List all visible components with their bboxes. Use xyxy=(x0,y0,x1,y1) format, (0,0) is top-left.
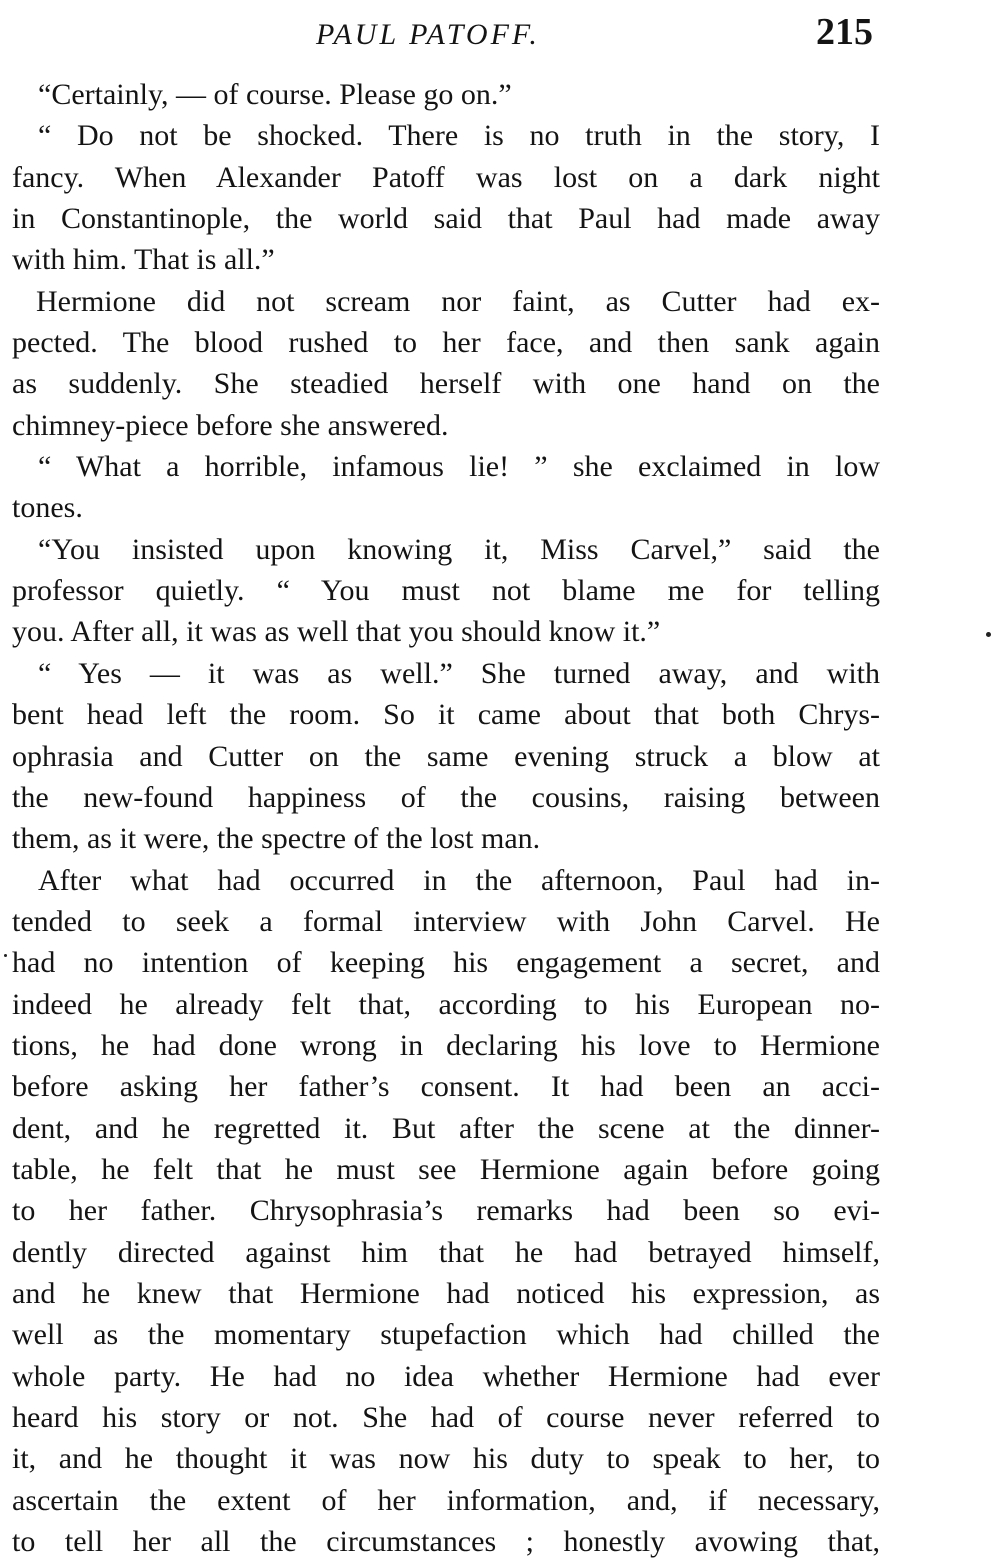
ink-speck xyxy=(986,632,991,637)
body-text xyxy=(12,74,880,1562)
text-line: indeed he already felt that, according to his European no- xyxy=(12,987,880,1021)
text-line: before asking her father’s consent. It had been an acci- xyxy=(12,1070,880,1104)
running-title: PAUL PATOFF. xyxy=(316,18,540,51)
text-line: tended to seek a formal interview with John Carvel. He xyxy=(12,904,880,938)
text-line: bent head left the room. So it came about that both Chrys- xyxy=(12,698,880,732)
text-line: Hermione did not scream nor faint, as Cutter had ex- xyxy=(36,284,880,318)
text-line: as suddenly. She steadied herself with one hand on the xyxy=(12,367,880,401)
text-line: “Certainly, — of course. Please go on.” xyxy=(38,78,512,111)
text-line: chimney-piece before she answered. xyxy=(12,408,449,442)
text-line: fancy. When Alexander Patoff was lost on a dark night xyxy=(12,160,880,194)
text-line: to her father. Chrysophrasia’s remarks had been so evi- xyxy=(12,1194,880,1228)
text-line: the new-found happiness of the cousins, raising between xyxy=(12,780,880,814)
page-number: 215 xyxy=(816,11,873,53)
ink-speck xyxy=(4,954,7,957)
text-line: table, he felt that he must see Hermione again before going xyxy=(12,1152,880,1186)
text-line: well as the momentary stupefaction which had chilled the xyxy=(12,1318,880,1352)
text-line: them, as it were, the spectre of the lost man. xyxy=(12,822,541,856)
text-line: had no intention of keeping his engagement a secret, and xyxy=(12,946,880,980)
text-line: and he knew that Hermione had noticed his expression, as xyxy=(12,1276,880,1310)
text-line: you. After all, it was as well that you should know it.” xyxy=(12,615,661,649)
text-line: in Constantinople, the world said that Paul had made away xyxy=(12,202,880,236)
text-line: tones. xyxy=(12,491,83,525)
text-line: “You insisted upon knowing it, Miss Carvel,” said the xyxy=(38,532,880,566)
text-line: “ What a horrible, infamous lie! ” she exclaimed in low xyxy=(38,450,880,484)
text-line: to tell her all the circumstances ; honestly avowing that, xyxy=(12,1525,880,1559)
running-header xyxy=(0,8,1000,52)
text-line: dent, and he regretted it. But after the scene at the dinner- xyxy=(12,1111,880,1145)
text-line: “ Do not be shocked. There is no truth in the story, I xyxy=(38,119,880,153)
text-line: it, and he thought it was now his duty to speak to her, to xyxy=(12,1442,880,1476)
text-line: professor quietly. “ You must not blame me for telling xyxy=(12,574,880,608)
text-line: pected. The blood rushed to her face, and then sank again xyxy=(12,326,880,360)
text-line: After what had occurred in the afternoon, Paul had in- xyxy=(38,863,880,897)
text-line: “ Yes — it was as well.” She turned away, and with xyxy=(38,656,880,690)
text-line: dently directed against him that he had betrayed himself, xyxy=(12,1235,880,1269)
text-line: tions, he had done wrong in declaring his love to Hermione xyxy=(12,1028,880,1062)
text-line: ophrasia and Cutter on the same evening struck a blow at xyxy=(12,739,880,773)
text-line: whole party. He had no idea whether Hermione had ever xyxy=(12,1359,880,1393)
text-line: with him. That is all.” xyxy=(12,243,275,277)
text-line: heard his story or not. She had of course never referred to xyxy=(12,1401,880,1434)
text-line: ascertain the extent of her information, and, if necessary, xyxy=(12,1483,880,1517)
